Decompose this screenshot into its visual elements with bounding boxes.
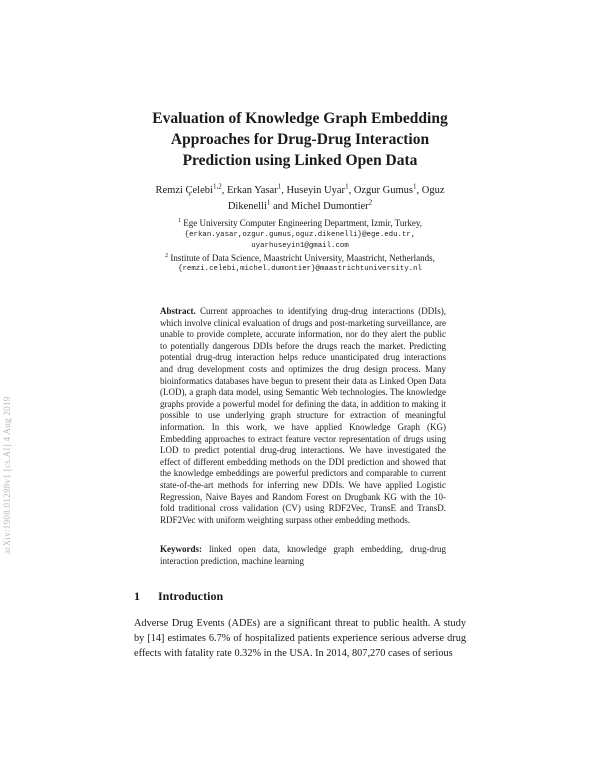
affil-name: Institute of Data Science, Maastricht University, Maastricht, Netherlands, — [170, 252, 435, 263]
author-affil-mark: 1 — [413, 182, 417, 191]
author-name: Remzi Çelebi — [155, 185, 213, 196]
author-name: Oguz Dikenelli — [227, 185, 445, 212]
author-affil-mark: 2 — [368, 198, 373, 207]
abstract — [160, 306, 446, 526]
affil-email: uyarhuseyin1@gmail.com — [251, 242, 349, 250]
abstract-label: Abstract. — [160, 306, 196, 316]
title-line-2: Approaches for Drug-Drug Interaction — [170, 131, 430, 148]
paper-title — [120, 108, 480, 171]
author-name: Ozgur Gumus — [353, 185, 414, 196]
author-name: Erkan Yasar — [226, 185, 278, 196]
title-line-1: Evaluation of Knowledge Graph Embedding — [152, 110, 448, 127]
affil-email: {erkan.yasar,ozgur.gumus,oguz.dikenelli}@ege.edu.tr, — [184, 230, 416, 239]
intro-paragraph: Adverse Drug Events (ADEs) are a significant threat to public health. A study by [14] estimates 6.7% of hospitalized patients experience serious adverse drug effects with fatality rate 0.32% in the USA. In 2014, 807,270 cases of serious — [134, 618, 466, 659]
affil-name: Ege University Computer Engineering Department, Izmir, Turkey, — [183, 218, 422, 228]
keywords-text: linked open data, knowledge graph embedding, drug-drug interaction prediction, machine learning — [160, 544, 446, 566]
section-heading — [134, 589, 474, 604]
arxiv-stamp: arXiv:1908.01288v1 [cs.AI] 4 Aug 2019 — [2, 396, 12, 554]
author-affil-mark: 1 — [345, 182, 349, 191]
affiliations — [140, 218, 460, 276]
author-affil-mark: 1 — [277, 182, 282, 191]
affil-mark: 2 — [165, 252, 169, 259]
title-line-3: Prediction using Linked Open Data — [182, 152, 418, 169]
affiliation-2 — [140, 253, 460, 276]
author-affil-mark: 1,2 — [212, 182, 222, 191]
affil-mark: 1 — [177, 218, 181, 224]
section-title: Introduction — [158, 589, 224, 603]
abstract-text: Current approaches to identifying drug-drug interactions (DDIs), which involve clinical evaluation of drugs and post-marketing surveillance, are unable to provide complete, accurate information, nor do they alert the public to potentially dangerous DDIs before the drugs reach the market. Predicting potential drug-drug interaction helps reduce unanticipated drug interactions and drug development costs and optimizes the drug design process. Many bioinformatics databases have begun to present their data as Linked Open Data (LOD), a graph data model, using Semantic Web technologies. The knowledge graphs provide a powerful model for defining the data, in addition to making it possible to use underlying graph structure for extraction of meaningful information. In this work, we have applied Knowledge Graph (KG) Embedding approaches to extract feature vector representation of drugs using LOD to predict potential drug-drug interactions. We have investigated the effect of different embedding methods on the DDI prediction and showed that the knowledge embeddings are powerful predictors and comparable to current state-of-the-art methods for inferring new DDIs. We have applied Logistic Regression, Naive Bayes and Random Forest on Drugbank KG with the 10-fold traditional cross validation (CV) using RDF2Vec, TransE and TransD. RDF2Vec with uniform weighting surpass other embedding methods. — [160, 306, 446, 525]
section-number: 1 — [134, 589, 140, 603]
keywords — [160, 544, 446, 567]
author-list: Remzi Çelebi$^{1,2}$, Erkan Yasar$^1$, Huseyin Uyar$^1$, Ozgur Gumus$^1$, Oguz Dikenelli$^1$ and Michel Dumontier$^2$ — [155, 182, 445, 212]
author-affil-mark: 1 — [266, 198, 271, 207]
affil-email: {remzi.celebi,michel.dumontier}@maastrichtuniversity.nl — [178, 265, 422, 273]
author-conjunction: and — [273, 201, 289, 212]
keywords-label: Keywords: — [160, 544, 202, 554]
affiliation-1 — [140, 218, 460, 253]
author-name: Huseyin Uyar — [286, 185, 346, 196]
author-name: Michel Dumontier — [290, 201, 369, 212]
